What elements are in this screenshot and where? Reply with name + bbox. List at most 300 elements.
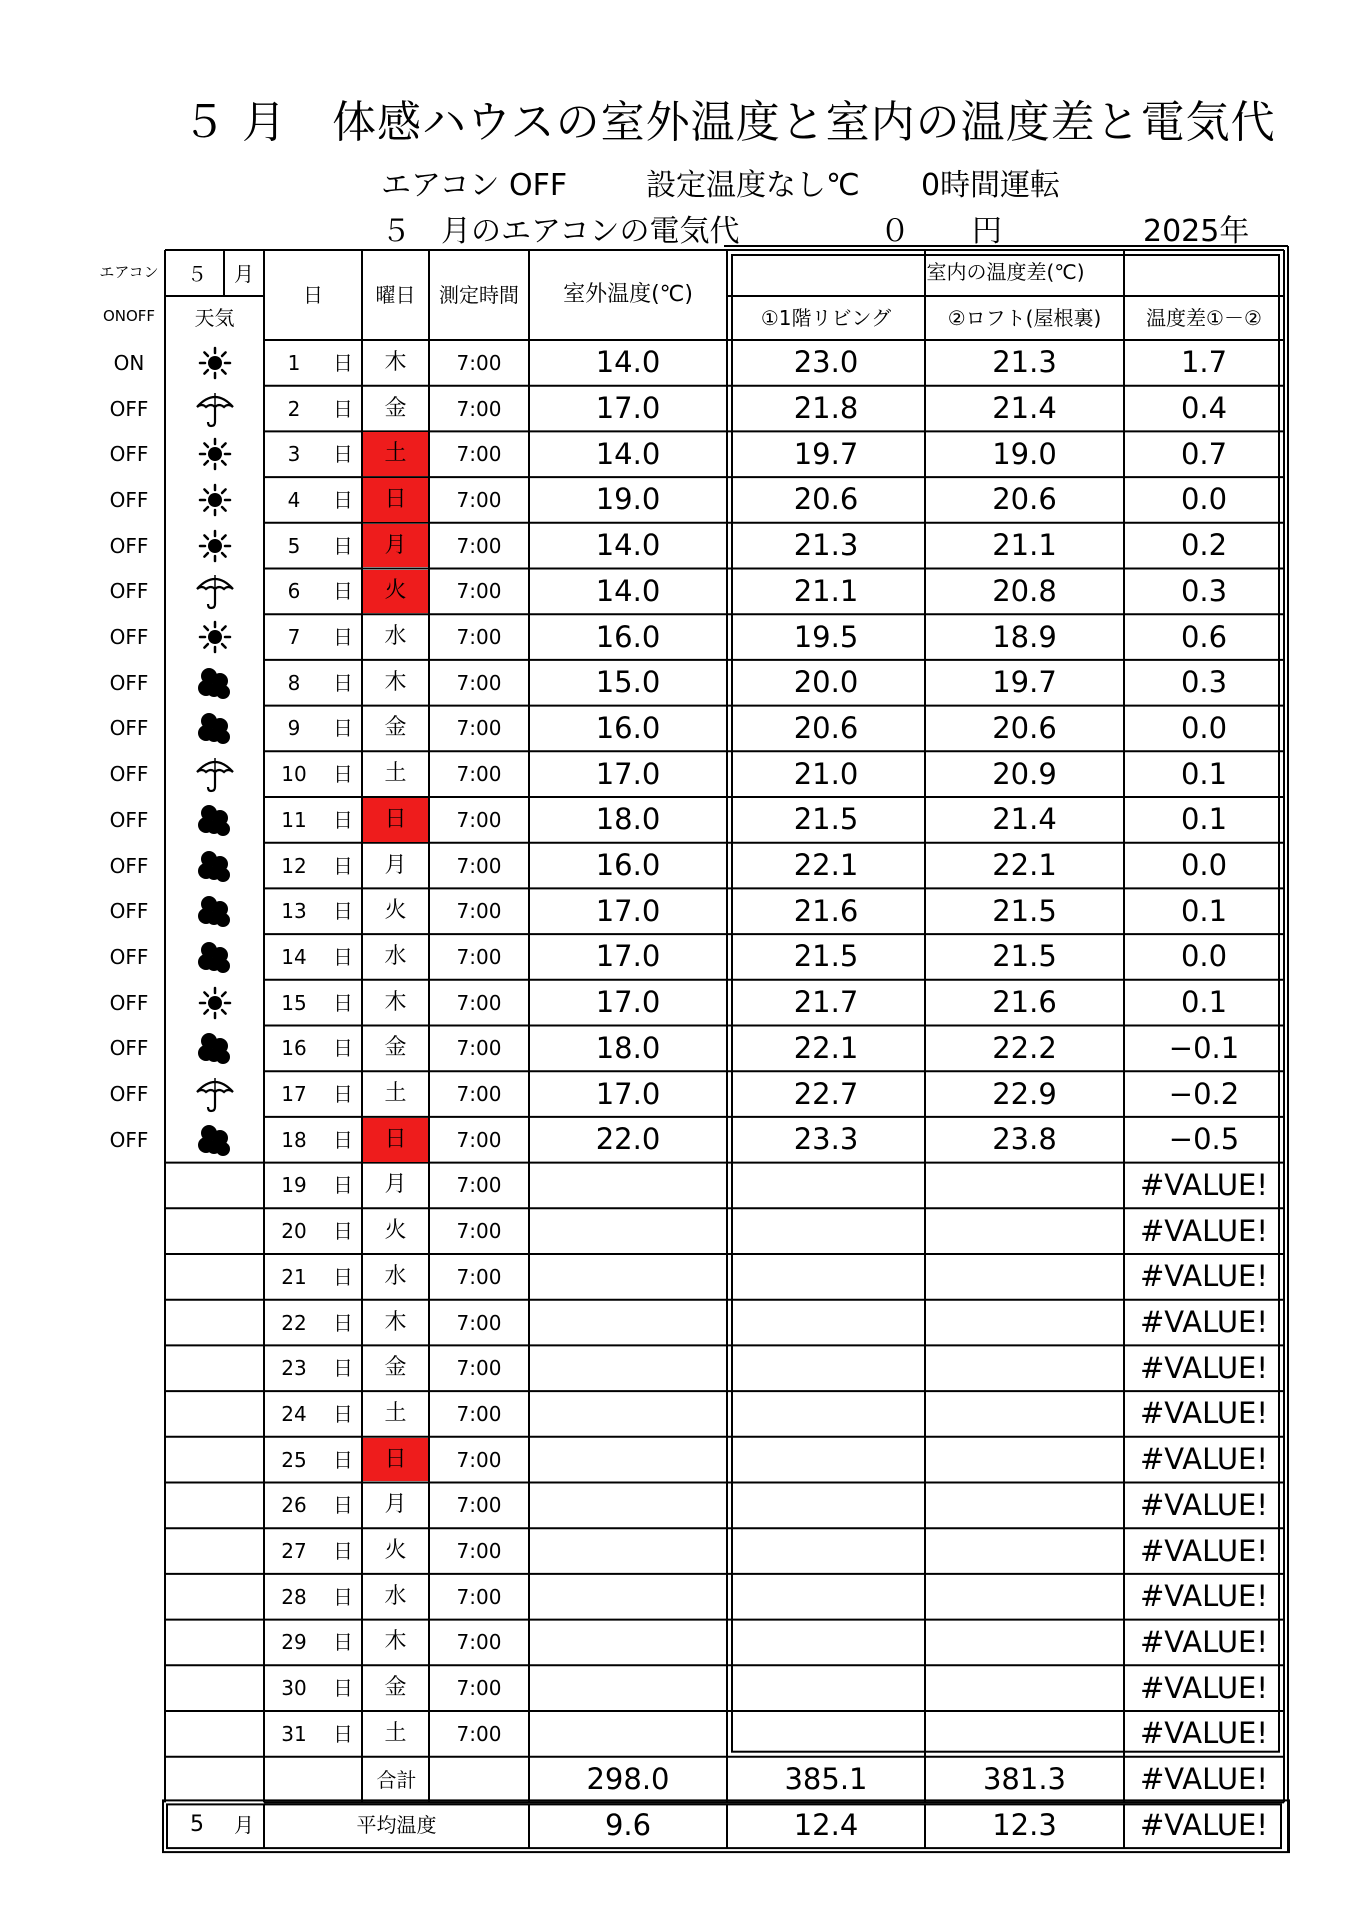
weekday-cell: 水: [384, 1583, 407, 1609]
aircon-state: OFF: [109, 1082, 149, 1107]
outdoor-temp: 17.0: [595, 1076, 661, 1111]
temp-diff: −0.5: [1168, 1122, 1240, 1157]
weekday-cell: 月: [384, 1492, 407, 1518]
sun-icon: [165, 340, 264, 386]
weekday-cell: 日: [363, 798, 428, 842]
loft-temp: [925, 1711, 1124, 1757]
day-number: 22: [281, 1310, 307, 1335]
outdoor-temp: [529, 1391, 727, 1437]
weekday-cell: 月: [363, 524, 428, 568]
outdoor-temp: 18.0: [595, 1030, 661, 1065]
weather-empty: [165, 1163, 264, 1209]
living-temp: [727, 1437, 925, 1483]
living-temp: [727, 1391, 925, 1437]
day-number: 30: [281, 1676, 307, 1701]
day-unit: 日: [333, 1493, 353, 1518]
day-unit: 日: [333, 807, 353, 832]
outdoor-temp: [529, 1163, 727, 1209]
weekday-cell: 土: [363, 432, 428, 476]
loft-temp: 22.9: [992, 1076, 1057, 1111]
time-cell: 7:00: [456, 487, 502, 512]
living-temp: 21.1: [793, 573, 859, 608]
day-unit: 日: [333, 442, 353, 467]
time-cell: 7:00: [456, 853, 502, 878]
time-cell: 7:00: [456, 1127, 502, 1152]
day-header: 日: [303, 283, 323, 307]
living-temp: 22.1: [793, 848, 859, 883]
day-number: 1: [287, 350, 301, 375]
day-number: 29: [281, 1630, 307, 1655]
day-unit: 日: [333, 1447, 353, 1472]
temp-diff: #VALUE!: [1139, 1624, 1268, 1659]
loft-temp: 22.1: [992, 848, 1057, 883]
outdoor-temp: [529, 1711, 727, 1757]
weekday-cell: 木: [384, 669, 407, 695]
weather-empty: [165, 1574, 264, 1620]
loft-temp: [925, 1574, 1124, 1620]
weekday-cell: 木: [384, 1309, 407, 1335]
living-temp: 20.0: [793, 665, 859, 700]
loft-temp: 23.8: [992, 1122, 1057, 1157]
day-unit: 日: [333, 579, 353, 604]
time-cell: 7:00: [456, 1539, 502, 1564]
average-label: 平均温度: [356, 1813, 437, 1838]
weekday-cell: 金: [384, 715, 407, 741]
outdoor-temp: 17.0: [595, 939, 661, 974]
living-temp: 21.6: [793, 893, 859, 928]
temp-diff: #VALUE!: [1139, 1670, 1268, 1705]
weekday-cell: 木: [384, 989, 407, 1015]
cloud-icon: [165, 888, 264, 934]
living-temp: 21.0: [793, 756, 859, 791]
outdoor-temp: [529, 1345, 727, 1391]
weekday-header: 曜日: [375, 283, 416, 307]
day-number: 13: [281, 899, 307, 924]
living-header: ①1階リビング: [760, 306, 892, 330]
aircon-state: ON: [113, 350, 145, 375]
living-temp: 22.7: [793, 1076, 859, 1111]
temp-diff: 0.1: [1180, 802, 1228, 837]
day-unit: 日: [333, 716, 353, 741]
living-temp: [727, 1665, 925, 1711]
temp-diff: 0.0: [1180, 848, 1228, 883]
cloud-icon: [165, 934, 264, 980]
outdoor-temp: 22.0: [595, 1122, 661, 1157]
setting-temperature: 設定温度なし℃: [646, 168, 860, 203]
living-temp: 23.0: [793, 345, 859, 380]
temp-diff: 0.1: [1180, 985, 1228, 1020]
time-cell: 7:00: [456, 533, 502, 558]
umbrella-icon: [165, 1071, 264, 1117]
day-number: 12: [281, 853, 307, 878]
average-outdoor: 9.6: [604, 1807, 652, 1842]
aircon-state: OFF: [109, 487, 149, 512]
time-cell: 7:00: [456, 396, 502, 421]
loft-temp: 18.9: [992, 619, 1057, 654]
weekday-cell: 火: [363, 570, 428, 614]
aircon-state: [92, 1711, 166, 1757]
day-unit: 日: [333, 670, 353, 695]
day-number: 2: [287, 396, 301, 421]
living-temp: 21.7: [793, 985, 859, 1020]
weather-empty: [165, 1208, 264, 1254]
sun-icon: [165, 980, 264, 1026]
temp-diff: #VALUE!: [1139, 1350, 1268, 1385]
loft-temp: 21.4: [992, 391, 1057, 426]
aircon-state: [92, 1345, 166, 1391]
aircon-header: エアコン: [99, 262, 159, 281]
day-number: 7: [287, 625, 301, 650]
total-diff: #VALUE!: [1139, 1762, 1268, 1797]
day-unit: 日: [333, 350, 353, 375]
weather-header: 天気: [194, 306, 235, 330]
time-cell: 7:00: [456, 899, 502, 924]
temp-diff: #VALUE!: [1139, 1716, 1268, 1751]
loft-temp: 20.6: [992, 482, 1057, 517]
umbrella-icon: [165, 569, 264, 615]
aircon-state: [92, 1437, 166, 1483]
weather-empty: [165, 1711, 264, 1757]
time-cell: 7:00: [456, 1082, 502, 1107]
weekday-cell: 金: [384, 1035, 407, 1061]
day-unit: 日: [333, 1219, 353, 1244]
day-number: 28: [281, 1584, 307, 1609]
outdoor-temp: 17.0: [595, 985, 661, 1020]
month-number: ５: [187, 262, 207, 286]
day-number: 11: [281, 807, 307, 832]
temp-diff: 0.1: [1180, 893, 1228, 928]
day-unit: 日: [333, 1082, 353, 1107]
day-number: 20: [281, 1219, 307, 1244]
total-loft: 381.3: [982, 1762, 1067, 1797]
sun-icon: [165, 614, 264, 660]
outdoor-temp: 16.0: [595, 710, 661, 745]
weather-empty: [165, 1528, 264, 1574]
time-cell: 7:00: [456, 1036, 502, 1061]
aircon-state: OFF: [109, 716, 149, 741]
loft-temp: [925, 1665, 1124, 1711]
weather-empty: [165, 1437, 264, 1483]
weekday-cell: 土: [384, 1400, 407, 1426]
weekday-cell: 土: [384, 1720, 407, 1746]
living-temp: 21.5: [793, 802, 859, 837]
living-temp: [727, 1208, 925, 1254]
total-label: 合計: [376, 1767, 417, 1792]
umbrella-icon: [165, 751, 264, 797]
day-number: 4: [287, 487, 301, 512]
yen-unit: 円: [972, 214, 1002, 249]
temp-diff: 0.3: [1180, 573, 1228, 608]
aircon-state: [92, 1391, 166, 1437]
page-title: ５ 月 体感ハウスの室外温度と室内の温度差と電気代: [182, 97, 1276, 148]
weekday-cell: 水: [384, 943, 407, 969]
weekday-cell: 木: [384, 1629, 407, 1655]
sun-icon: [165, 431, 264, 477]
time-cell: 7:00: [456, 1630, 502, 1655]
day-number: 9: [287, 716, 301, 741]
loft-temp: 21.5: [992, 893, 1057, 928]
living-temp: [727, 1711, 925, 1757]
temp-diff: 0.3: [1180, 665, 1228, 700]
aircon-state: OFF: [109, 1036, 149, 1061]
time-cell: 7:00: [456, 807, 502, 832]
total-living: 385.1: [784, 1762, 868, 1797]
aircon-state: OFF: [109, 625, 149, 650]
outdoor-temp: 16.0: [595, 619, 661, 654]
day-unit: 日: [333, 487, 353, 512]
living-temp: [727, 1574, 925, 1620]
temp-diff: #VALUE!: [1139, 1259, 1268, 1294]
loft-temp: [925, 1345, 1124, 1391]
outdoor-temp: [529, 1254, 727, 1300]
time-cell: 7:00: [456, 990, 502, 1015]
aircon-state: OFF: [109, 990, 149, 1015]
outdoor-temp: [529, 1528, 727, 1574]
outdoor-temp: 15.0: [595, 665, 661, 700]
living-temp: 20.6: [793, 710, 859, 745]
time-cell: 7:00: [456, 716, 502, 741]
day-number: 5: [287, 533, 301, 558]
aircon-state: OFF: [109, 853, 149, 878]
aircon-state: OFF: [109, 396, 149, 421]
loft-temp: 21.5: [992, 939, 1057, 974]
aircon-state: [92, 1528, 166, 1574]
electric-cost-label: ５ 月のエアコンの電気代: [381, 214, 740, 249]
time-cell: 7:00: [456, 579, 502, 604]
aircon-state: OFF: [109, 899, 149, 924]
day-unit: 日: [333, 625, 353, 650]
aircon-state: [92, 1254, 166, 1300]
living-temp: [727, 1528, 925, 1574]
weather-empty: [165, 1300, 264, 1346]
day-number: 17: [281, 1082, 307, 1107]
time-cell: 7:00: [456, 1219, 502, 1244]
time-cell: 7:00: [456, 1721, 502, 1746]
weekday-cell: 日: [363, 1438, 428, 1482]
time-cell: 7:00: [456, 670, 502, 695]
day-unit: 日: [333, 1584, 353, 1609]
day-unit: 日: [333, 1036, 353, 1061]
aircon-state: OFF: [109, 807, 149, 832]
cloud-icon: [165, 797, 264, 843]
time-cell: 7:00: [456, 1310, 502, 1335]
aircon-state: OFF: [109, 762, 149, 787]
day-number: 23: [281, 1356, 307, 1381]
loft-temp: [925, 1528, 1124, 1574]
outdoor-temp: [529, 1574, 727, 1620]
aircon-state: OFF: [109, 670, 149, 695]
outdoor-temp: 14.0: [595, 345, 661, 380]
loft-temp: [925, 1208, 1124, 1254]
outdoor-temp: 14.0: [595, 528, 661, 563]
aircon-status: エアコン OFF: [381, 168, 568, 203]
loft-temp: [925, 1163, 1124, 1209]
temp-diff: −0.2: [1168, 1076, 1240, 1111]
loft-temp: [925, 1391, 1124, 1437]
aircon-state: OFF: [109, 442, 149, 467]
weekday-cell: 水: [384, 1263, 407, 1289]
day-unit: 日: [333, 1676, 353, 1701]
weather-empty: [165, 1254, 264, 1300]
weekday-cell: 日: [363, 478, 428, 522]
cloud-icon: [165, 843, 264, 889]
day-unit: 日: [333, 899, 353, 924]
day-number: 27: [281, 1539, 307, 1564]
time-cell: 7:00: [456, 1401, 502, 1426]
day-unit: 日: [333, 533, 353, 558]
aircon-state: OFF: [109, 1127, 149, 1152]
time-header: 測定時間: [439, 283, 519, 307]
temp-diff: 0.0: [1180, 710, 1228, 745]
weekday-cell: 土: [384, 761, 407, 787]
aircon-state: [92, 1620, 166, 1666]
weather-empty: [165, 1483, 264, 1529]
time-cell: 7:00: [456, 1493, 502, 1518]
temp-diff: 0.4: [1180, 391, 1228, 426]
average-month-number: 5: [190, 1812, 204, 1838]
day-number: 26: [281, 1493, 307, 1518]
time-cell: 7:00: [456, 944, 502, 969]
aircon-state: [92, 1163, 166, 1209]
aircon-state: [92, 1483, 166, 1529]
day-number: 3: [287, 442, 301, 467]
living-temp: 19.5: [793, 619, 859, 654]
day-unit: 日: [333, 1721, 353, 1746]
day-unit: 日: [333, 396, 353, 421]
weekday-cell: 月: [384, 1172, 407, 1198]
aircon-state: OFF: [109, 579, 149, 604]
average-living: 12.4: [793, 1807, 859, 1842]
living-temp: [727, 1620, 925, 1666]
outdoor-temp: 17.0: [595, 391, 661, 426]
weather-empty: [165, 1345, 264, 1391]
day-number: 14: [281, 944, 307, 969]
living-temp: [727, 1254, 925, 1300]
month-unit: 月: [234, 262, 254, 286]
day-number: 25: [281, 1447, 307, 1472]
umbrella-icon: [165, 386, 264, 432]
day-unit: 日: [333, 1539, 353, 1564]
time-cell: 7:00: [456, 350, 502, 375]
day-number: 15: [281, 990, 307, 1015]
electric-cost-value: ０: [880, 214, 910, 249]
temp-diff: 0.6: [1180, 619, 1228, 654]
time-cell: 7:00: [456, 1173, 502, 1198]
temp-diff: 0.0: [1180, 482, 1228, 517]
weekday-cell: 金: [384, 1355, 407, 1381]
run-hours: 0時間運転: [921, 168, 1061, 203]
diff-header: 温度差①－②: [1146, 306, 1262, 330]
weekday-cell: 火: [384, 898, 407, 924]
outdoor-temp: [529, 1665, 727, 1711]
loft-temp: 19.0: [992, 436, 1057, 471]
living-temp: [727, 1483, 925, 1529]
loft-temp: 21.1: [992, 528, 1057, 563]
outdoor-temp: 16.0: [595, 848, 661, 883]
weekday-cell: 水: [384, 624, 407, 650]
loft-temp: 21.3: [992, 345, 1057, 380]
day-number: 8: [287, 670, 301, 695]
day-number: 24: [281, 1401, 307, 1426]
time-cell: 7:00: [456, 625, 502, 650]
outdoor-temp: 17.0: [595, 756, 661, 791]
loft-temp: 21.6: [992, 985, 1057, 1020]
indoor-diff-header: 室内の温度差(℃): [926, 260, 1085, 284]
temp-diff: 0.1: [1180, 756, 1228, 791]
time-cell: 7:00: [456, 1584, 502, 1609]
outdoor-temp-header: 室外温度(℃): [563, 282, 693, 307]
temp-diff: −0.1: [1168, 1030, 1240, 1065]
temp-diff: #VALUE!: [1139, 1487, 1268, 1522]
day-unit: 日: [333, 1356, 353, 1381]
loft-temp: [925, 1620, 1124, 1666]
day-unit: 日: [333, 1630, 353, 1655]
temp-diff: #VALUE!: [1139, 1533, 1268, 1568]
living-temp: 22.1: [793, 1030, 859, 1065]
aircon-state: OFF: [109, 944, 149, 969]
day-unit: 日: [333, 1173, 353, 1198]
cloud-icon: [165, 1117, 264, 1163]
temp-diff: #VALUE!: [1139, 1167, 1268, 1202]
living-temp: 21.3: [793, 528, 859, 563]
loft-temp: 19.7: [992, 665, 1057, 700]
loft-temp: [925, 1300, 1124, 1346]
loft-temp: [925, 1483, 1124, 1529]
time-cell: 7:00: [456, 762, 502, 787]
day-unit: 日: [333, 1310, 353, 1335]
aircon-state: [92, 1208, 166, 1254]
day-number: 16: [281, 1036, 307, 1061]
weekday-cell: 火: [384, 1218, 407, 1244]
weekday-cell: 金: [384, 395, 407, 421]
living-temp: 21.5: [793, 939, 859, 974]
loft-temp: [925, 1254, 1124, 1300]
day-unit: 日: [333, 944, 353, 969]
loft-temp: [925, 1437, 1124, 1483]
day-unit: 日: [333, 1401, 353, 1426]
time-cell: 7:00: [456, 442, 502, 467]
outdoor-temp: 14.0: [595, 573, 661, 608]
temp-diff: 0.2: [1180, 528, 1228, 563]
aircon-state: [92, 1300, 166, 1346]
day-number: 18: [281, 1127, 307, 1152]
outdoor-temp: [529, 1208, 727, 1254]
outdoor-temp: [529, 1620, 727, 1666]
weekday-cell: 火: [384, 1538, 407, 1564]
living-temp: 19.7: [793, 436, 859, 471]
outdoor-temp: 18.0: [595, 802, 661, 837]
sun-icon: [165, 523, 264, 569]
day-number: 6: [287, 579, 301, 604]
living-temp: 21.8: [793, 391, 859, 426]
temp-diff: #VALUE!: [1139, 1396, 1268, 1431]
day-number: 31: [281, 1721, 307, 1746]
loft-temp: 22.2: [992, 1030, 1057, 1065]
average-diff: #VALUE!: [1139, 1807, 1268, 1842]
day-number: 10: [281, 762, 307, 787]
living-temp: [727, 1345, 925, 1391]
loft-temp: 21.4: [992, 802, 1057, 837]
time-cell: 7:00: [456, 1447, 502, 1472]
day-unit: 日: [333, 1264, 353, 1289]
weekday-cell: 月: [384, 852, 407, 878]
temp-diff: #VALUE!: [1139, 1305, 1268, 1340]
cloud-icon: [165, 660, 264, 706]
outdoor-temp: 17.0: [595, 893, 661, 928]
year-label: 2025年: [1143, 214, 1250, 249]
day-number: 21: [281, 1264, 307, 1289]
aircon-state: [92, 1665, 166, 1711]
